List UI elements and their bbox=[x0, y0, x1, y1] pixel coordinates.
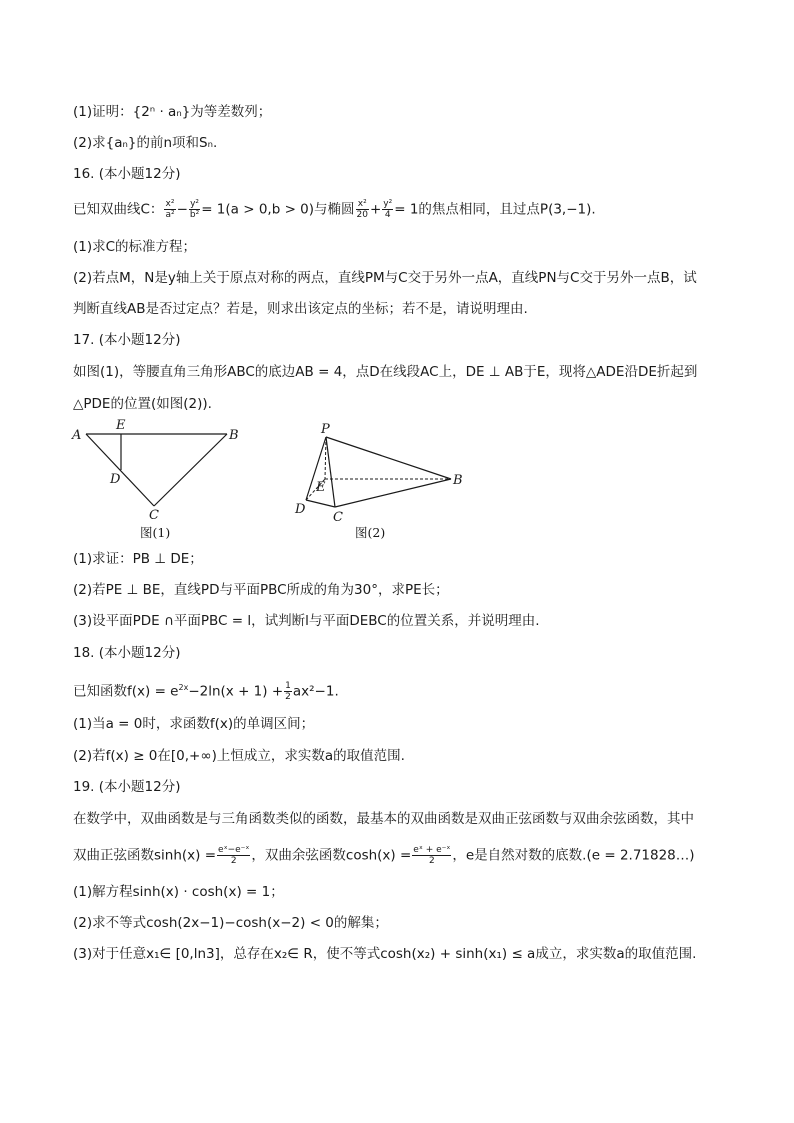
segment-ac bbox=[86, 434, 154, 506]
frac-num: eˣ + e⁻ˣ bbox=[413, 845, 451, 855]
frac-den: b² bbox=[189, 210, 200, 220]
q15-part1: (1)证明：{2ⁿ · aₙ}为等差数列； bbox=[73, 104, 272, 120]
q17-part2: (2)若PE ⊥ BE，直线PD与平面PBC所成的角为30°，求PE长； bbox=[73, 582, 449, 598]
segment-pb bbox=[326, 437, 451, 479]
fraction bbox=[382, 199, 393, 220]
figure-1 bbox=[60, 415, 260, 545]
figure-2-caption: 图(2) bbox=[355, 525, 386, 540]
q19-stem-text-b3: ，e是自然对数的底数.(e = 2.71828…) bbox=[452, 847, 695, 864]
q18-stem-text-b: −2ln(x + 1) + bbox=[188, 683, 284, 700]
label-d: D bbox=[295, 502, 306, 517]
q17-header: 17. (本小题12分) bbox=[73, 332, 181, 348]
segment-bc bbox=[154, 434, 227, 506]
label-c: C bbox=[333, 510, 343, 525]
q19-stem-text-b2: ，双曲余弦函数cosh(x) = bbox=[251, 847, 412, 864]
q16-stem-text-a: 已知双曲线C： bbox=[73, 201, 164, 218]
q17-stem-line2: △PDE的位置(如图(2)). bbox=[73, 396, 212, 412]
segment-dc bbox=[306, 500, 335, 507]
q16-part1: (1)求C的标准方程； bbox=[73, 239, 197, 255]
frac-num: 1 bbox=[285, 681, 291, 691]
plus-sign: + bbox=[369, 201, 382, 218]
q18-part1: (1)当a = 0时，求函数f(x)的单调区间； bbox=[73, 716, 315, 732]
minus-sign: − bbox=[176, 201, 188, 218]
segment-pc bbox=[326, 437, 335, 507]
fraction bbox=[284, 681, 292, 702]
frac-den: 2 bbox=[428, 856, 435, 866]
frac-num: y² bbox=[190, 199, 199, 209]
label-a: A bbox=[72, 428, 82, 443]
q16-stem-text-b: = 1(a > 0,b > 0)与椭圆 bbox=[201, 201, 355, 218]
q17-part3: (3)设平面PDE ∩平面PBC = l，试判断l与平面DEBC的位置关系，并说明理由. bbox=[73, 613, 540, 629]
q18-stem bbox=[73, 678, 339, 702]
q16-part2-line2: 判断直线AB是否过定点？若是，则求出该定点的坐标；若不是，请说明理由. bbox=[73, 301, 528, 317]
label-b: B bbox=[229, 428, 239, 443]
fraction bbox=[412, 845, 451, 866]
frac-den: 2 bbox=[285, 692, 291, 702]
figure-2 bbox=[285, 415, 475, 545]
frac-num: y² bbox=[383, 199, 393, 209]
label-d: D bbox=[110, 472, 121, 487]
q18-part2: (2)若f(x) ≥ 0在[0,+∞)上恒成立，求实数a的取值范围. bbox=[73, 748, 405, 764]
q15-part2: (2)求{aₙ}的前n项和Sₙ. bbox=[73, 135, 218, 151]
q18-header: 18. (本小题12分) bbox=[73, 645, 181, 661]
label-c: C bbox=[149, 508, 159, 523]
q16-part2-line1: (2)若点M，N是y轴上关于原点对称的两点，直线PM与C交于另外一点A，直线PN与C交于另外一点B，试 bbox=[73, 270, 697, 286]
frac-den: a² bbox=[165, 210, 175, 220]
q17-stem-line1: 如图(1)，等腰直角三角形ABC的底边AB = 4，点D在线段AC上，DE ⊥ AB于E，现将△ADE沿DE折起到 bbox=[73, 364, 698, 380]
q19-stem-text-b1: 双曲正弦函数sinh(x) = bbox=[73, 847, 217, 864]
frac-num: eˣ−e⁻ˣ bbox=[218, 845, 250, 855]
segment-pe-dashed bbox=[325, 437, 326, 479]
q17-part1: (1)求证：PB ⊥ DE； bbox=[73, 551, 203, 567]
q19-part3: (3)对于任意x₁∈ [0,ln3]，总存在x₂∈ R，使不等式cosh(x₂) + sinh(x₁) ≤ a成立，求实数a的取值范围. bbox=[73, 946, 697, 962]
frac-den: 20 bbox=[356, 210, 368, 220]
fraction bbox=[164, 199, 175, 220]
label-e: E bbox=[116, 418, 126, 433]
frac-den: 4 bbox=[384, 210, 391, 220]
q19-header: 19. (本小题12分) bbox=[73, 779, 181, 795]
label-p: P bbox=[321, 422, 330, 437]
q19-stem-line1: 在数学中，双曲函数是与三角函数类似的函数，最基本的双曲函数是双曲正弦函数与双曲余弦函数，其中 bbox=[73, 811, 694, 827]
fraction bbox=[189, 199, 200, 220]
segment-cb bbox=[335, 479, 451, 507]
q19-stem-line2 bbox=[73, 845, 695, 866]
fraction bbox=[217, 845, 250, 866]
label-b: B bbox=[453, 473, 463, 488]
figure-1-caption: 图(1) bbox=[140, 525, 171, 540]
q19-part1: (1)解方程sinh(x) · cosh(x) = 1； bbox=[73, 884, 284, 900]
q19-part2: (2)求不等式cosh(2x−1)−cosh(x−2) < 0的解集； bbox=[73, 915, 388, 931]
q16-stem bbox=[73, 199, 596, 220]
q18-stem-text-c: ax²−1. bbox=[292, 683, 339, 700]
frac-den: 2 bbox=[230, 856, 237, 866]
q16-stem-text-c: = 1的焦点相同，且过点P(3,−1). bbox=[394, 201, 596, 218]
q16-header: 16. (本小题12分) bbox=[73, 166, 181, 182]
label-e: E bbox=[316, 480, 326, 495]
frac-num: x² bbox=[165, 199, 175, 209]
fraction bbox=[356, 199, 369, 220]
exponent: 2x bbox=[178, 683, 189, 692]
frac-num: x² bbox=[356, 199, 369, 210]
q18-stem-text-a: 已知函数f(x) = e bbox=[73, 683, 179, 700]
